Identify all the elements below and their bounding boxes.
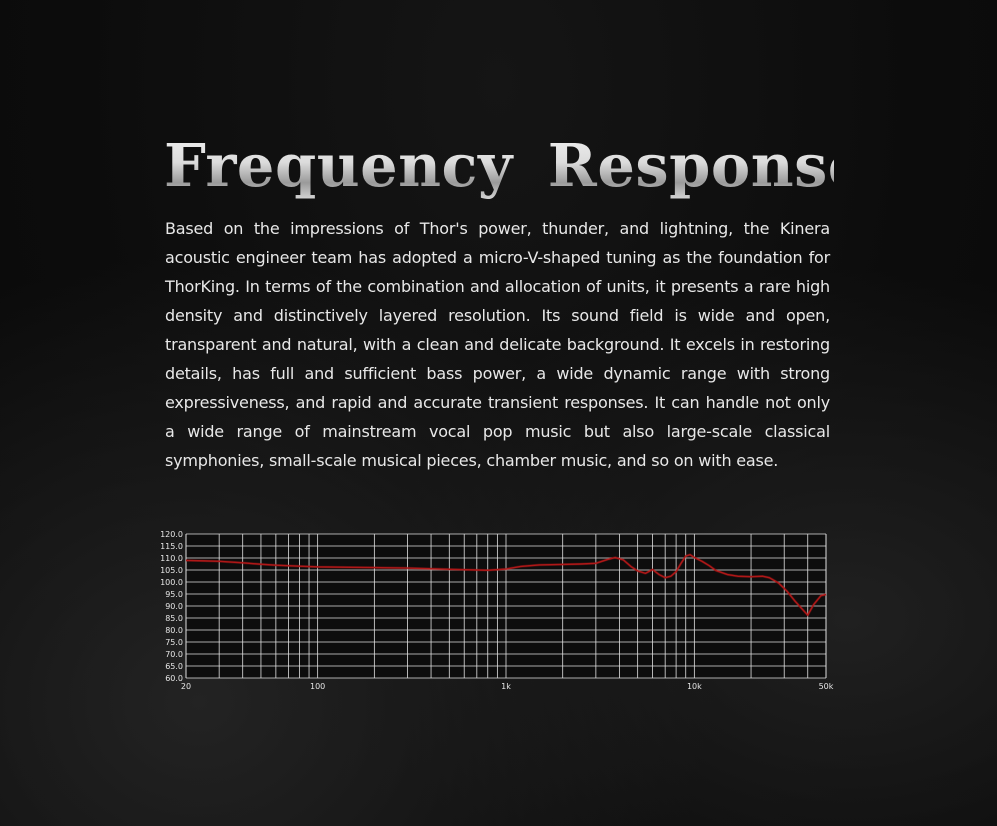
y-tick-label: 115.0 [160,542,183,551]
x-tick-label: 1k [501,682,511,691]
description-paragraph: Based on the impressions of Thor's power, thunder, and lightning, the Kinera acoustic engineer team has adopted a micro-V-shaped tuning as the foundation for ThorKing. In terms of the combination and allocation of units, it presents a rare high density and distinctively layered resolution. Its sound field is wide and open, transparent and natural, with a clean and delicate background. It excels in restoring details, has full and sufficient bass power, a wide dynamic range with strong expressiveness, and rapid and accurate transient responses. It can handle not only a wide range of mainstream vocal pop music but also large-scale classical symphonies, small-scale musical pieces, chamber music, and so on with ease. [165,219,830,470]
y-tick-label: 60.0 [165,674,183,683]
y-tick-label: 75.0 [165,638,183,647]
y-tick-label: 90.0 [165,602,183,611]
x-tick-label: 100 [310,682,326,691]
page-title: Frequency Response [164,128,834,204]
y-tick-label: 65.0 [165,662,183,671]
y-tick-label: 95.0 [165,590,183,599]
chart-svg [152,526,842,698]
y-tick-label: 110.0 [160,554,183,563]
y-tick-label: 70.0 [165,650,183,659]
x-tick-label: 50k [818,682,834,691]
x-tick-label: 20 [180,682,192,691]
y-tick-label: 105.0 [160,566,183,575]
y-tick-label: 80.0 [165,626,183,635]
y-tick-label: 120.0 [160,530,183,539]
frequency-response-chart [152,526,842,698]
y-tick-label: 100.0 [160,578,183,587]
x-tick-label: 10k [686,682,702,691]
y-tick-label: 85.0 [165,614,183,623]
